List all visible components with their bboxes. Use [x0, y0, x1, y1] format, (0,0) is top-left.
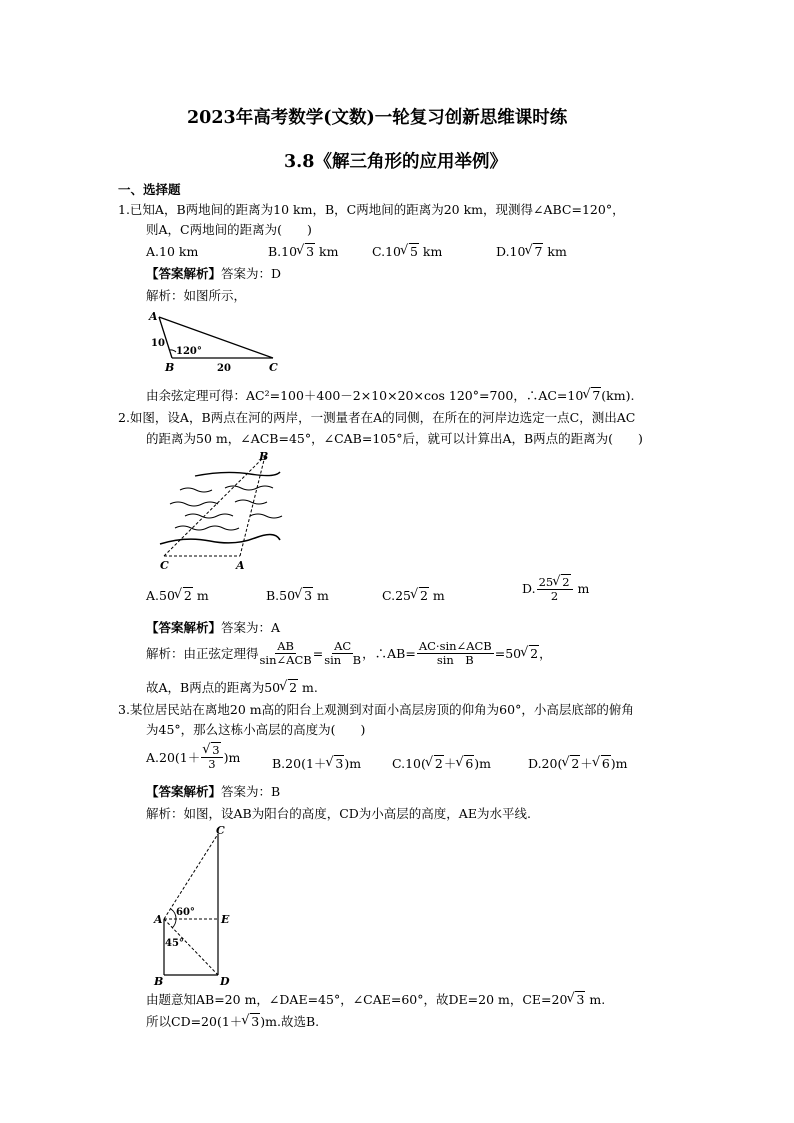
result-text: =50	[494, 645, 522, 661]
q2-conclusion-text: 故A，B两点的距离为50	[146, 680, 281, 695]
q3-option-a	[146, 744, 240, 771]
q2-option-a-unit: m	[192, 588, 209, 603]
wave	[180, 488, 212, 492]
label-e: E	[221, 913, 230, 926]
q3-solution-line1	[146, 992, 605, 1008]
sqrt-sign: √ 2	[562, 756, 580, 772]
q1-answer	[146, 266, 281, 282]
q3-solution-text: 由题意知AB=20 m，∠DAE=45°，∠CAE=60°，故DE=20 m，CE=20	[146, 992, 568, 1007]
q3-option-c-unit: )m	[474, 756, 492, 771]
fraction: $\frac{\text{AC·sin∠ACB}}{\text{sin B}}$	[418, 639, 492, 667]
q2-option-b-unit: m	[313, 588, 329, 603]
label-b: B	[259, 450, 269, 463]
q1-solution-text: 由余弦定理可得：AC²=100＋400－2×10×20×cos 120°=700，∴AC=10	[146, 388, 584, 403]
label-a: A	[236, 559, 245, 572]
wave	[175, 526, 239, 530]
q2-option-b	[266, 588, 329, 604]
line-cb	[164, 456, 265, 556]
page-subtitle: 3.8《解三角形的应用举例》	[284, 152, 507, 172]
answer-text: 答案为：D	[221, 266, 282, 281]
q1-option-d-unit: km	[543, 244, 567, 259]
plus-sign: ＋	[580, 756, 593, 771]
q3-solution-text: 所以CD=20(1＋	[146, 1014, 243, 1029]
q2-option-b-text: B.50	[266, 588, 296, 603]
q1-option-b-text: B.10	[268, 244, 298, 259]
plus-sign: ＋	[443, 756, 457, 771]
label-angle-60: 60°	[176, 907, 195, 918]
wave	[250, 514, 282, 518]
q2-conclusion-unit: m.	[298, 680, 318, 695]
q1-option-a: A.10 km	[146, 244, 199, 259]
sqrt-sign: √ 7	[525, 244, 543, 260]
sqrt-sign: √ 2	[521, 646, 539, 662]
label-side-ab: 10	[151, 338, 165, 349]
q1-option-b-unit: km	[315, 244, 339, 259]
q2-explanation	[146, 640, 552, 667]
therefore-text: ，∴AB=	[362, 645, 416, 661]
q2-stem-line1: 2.如图，设A，B两点在河的两岸，一测量者在A的同侧，在所在的河岸边选定一点C，测出AC	[118, 410, 636, 425]
label-angle: 120°	[176, 346, 202, 357]
result-punct: ，	[539, 645, 552, 661]
q3-option-d-unit: )m	[610, 756, 628, 771]
q3-option-c	[392, 756, 491, 772]
fraction: √ $\frac{3}{3}$	[201, 744, 222, 771]
q2-conclusion	[146, 680, 318, 696]
q1-option-b	[268, 244, 338, 260]
q2-option-c-unit: m	[428, 588, 445, 603]
fraction: $\frac{25√ 2}{2}$	[537, 576, 573, 603]
q1-option-d-text: D.10	[496, 244, 526, 259]
wave	[170, 502, 218, 506]
equals-sign: =	[312, 645, 324, 661]
q3-solution-line2	[146, 1014, 319, 1030]
label-a: A	[154, 913, 163, 926]
q3-option-c-text: C.10(	[392, 756, 426, 771]
q1-stem-line1: 1.已知A，B两地间的距离为10 km，B，C两地间的距离为20 km，现测得∠ABC=120°，	[118, 202, 625, 217]
q1-explanation: 解析：如图所示，	[146, 288, 247, 303]
q2-option-a-text: A.50	[146, 588, 175, 603]
q3-solution-end: )m.故选B.	[260, 1014, 320, 1029]
sqrt-sign: √ 2	[280, 680, 298, 696]
q3-explanation: 解析：如图，设AB为阳台的高度，CD为小高层的高度，AE为水平线.	[146, 806, 531, 821]
label-c: C	[269, 361, 278, 374]
sqrt-sign: √ 3	[295, 588, 313, 604]
q3-option-b	[272, 756, 361, 772]
answer-tag: 【答案解析】	[146, 620, 222, 635]
q2-option-d-unit: m	[573, 581, 590, 596]
q3-option-b-unit: )m	[344, 756, 362, 771]
sqrt-sign: √ 2	[426, 756, 444, 772]
answer-tag: 【答案解析】	[146, 266, 222, 281]
q2-option-c-text: C.25	[382, 588, 411, 603]
label-side-bc: 20	[217, 363, 231, 374]
q1-solution-unit: (km).	[601, 388, 635, 403]
q3-option-d	[528, 756, 628, 772]
q3-answer	[146, 784, 280, 800]
q1-solution	[146, 388, 634, 404]
fraction: $\frac{AB}{\text{sin∠ACB}}$	[259, 639, 312, 667]
q2-answer	[146, 620, 280, 636]
q1-option-c	[372, 244, 442, 260]
q3-option-a-text: A.20(1＋	[146, 749, 201, 765]
q1-option-c-text: C.10	[372, 244, 401, 259]
q2-option-a	[146, 588, 209, 604]
answer-tag: 【答案解析】	[146, 784, 222, 799]
sqrt-sign: √ 6	[593, 756, 611, 772]
angle-arc-down	[172, 919, 176, 928]
q1-triangle-figure	[143, 308, 283, 374]
sqrt-sign: √ 3	[297, 244, 315, 260]
q2-option-d	[522, 576, 589, 603]
q2-river-figure	[155, 450, 285, 574]
river-bank-far	[195, 472, 280, 476]
sqrt-sign: √ 5	[401, 244, 419, 260]
section-heading: 一、选择题	[118, 182, 181, 197]
q2-explanation-text: 解析：由正弦定理得	[146, 645, 259, 661]
sqrt-sign: √ 6	[456, 756, 474, 772]
q3-option-a-unit: )m	[223, 749, 241, 765]
q2-stem-line2: 的距离为50 m，∠ACB=45°，∠CAB=105°后，就可以计算出A，B两点的距离为( )	[146, 431, 643, 446]
label-d: D	[220, 975, 230, 988]
river-bank-near	[160, 534, 280, 544]
label-a: A	[149, 310, 158, 323]
sqrt-sign: √ 3	[567, 992, 585, 1008]
q3-stem-line2: 为45°，那么这栋小高层的高度为( )	[146, 722, 366, 737]
q1-stem-line2: 则A，C两地间的距离为( )	[146, 222, 312, 237]
sqrt-sign: √ 3	[326, 756, 344, 772]
label-b: B	[165, 361, 175, 374]
fraction: $\frac{AC}{\text{sin B}}$	[324, 639, 362, 667]
label-c: C	[160, 559, 169, 572]
label-c: C	[216, 824, 225, 837]
sqrt-sign: √ 3	[242, 1014, 260, 1030]
label-angle-45: 45°	[165, 938, 184, 949]
q2-option-d-text: D.	[522, 581, 536, 596]
label-b: B	[154, 975, 164, 988]
answer-text: 答案为：B	[221, 784, 281, 799]
answer-text: 答案为：A	[221, 620, 281, 635]
q3-stem-line1: 3.某位居民站在离地20 m高的阳台上观测到对面小高层房顶的仰角为60°，小高层底部的俯角	[118, 702, 634, 717]
q3-building-figure	[148, 822, 248, 992]
sqrt-sign: √ 2	[411, 588, 429, 604]
q3-option-b-text: B.20(1＋	[272, 756, 327, 771]
wave	[185, 514, 233, 518]
wave	[235, 500, 267, 504]
page-title: 2023年高考数学(文数)一轮复习创新思维课时练	[187, 108, 568, 128]
q2-option-c	[382, 588, 445, 604]
q1-option-c-unit: km	[418, 244, 443, 259]
sqrt-sign: √ 7	[583, 388, 601, 404]
q3-solution-unit: m.	[585, 992, 606, 1007]
sqrt-sign: √ 2	[175, 588, 193, 604]
q3-option-d-text: D.20(	[528, 756, 563, 771]
q1-option-d	[496, 244, 567, 260]
